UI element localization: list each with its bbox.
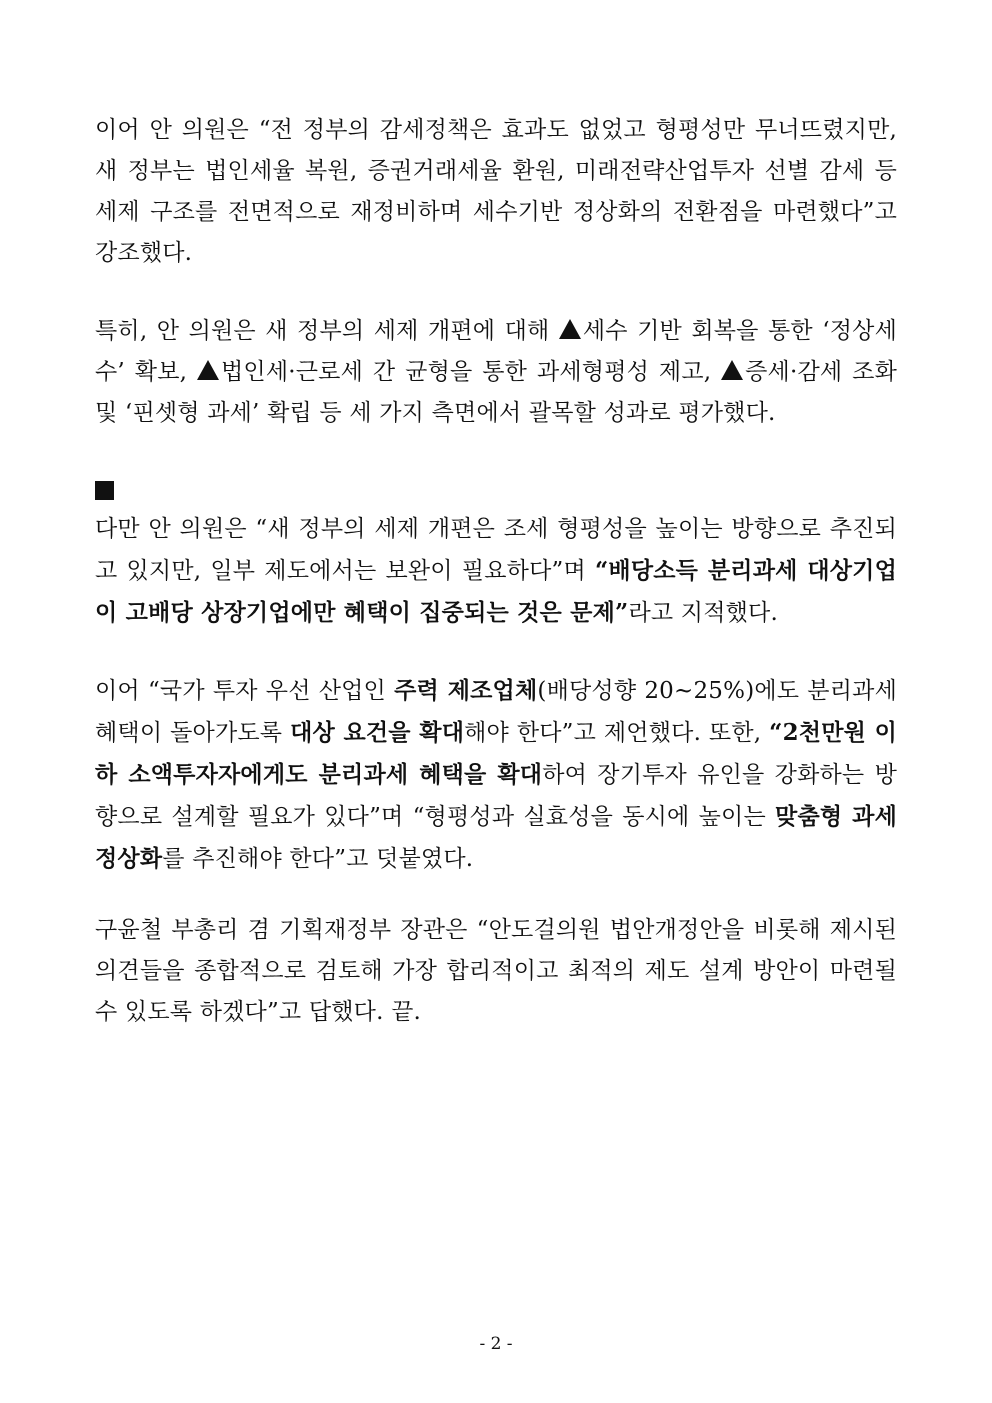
triangle-bullet-icon — [197, 360, 219, 380]
page-number: - 2 - — [479, 1334, 513, 1354]
paragraph-minister-response — [95, 910, 897, 1033]
paragraph-proposals — [95, 670, 897, 880]
triangle-bullet-icon — [559, 319, 581, 339]
paragraph-text-part: 라고 지적했다. — [628, 600, 778, 626]
paragraph-text-part: 하여 장기투자 유인을 강화하는 방향으로 설계할 필요가 있다”며 “형평성과 실효성을 동시에 높이는 — [95, 762, 897, 830]
paragraph-text: 이어 안 의원은 “전 정부의 감세정책은 효과도 없었고 형평성만 무너뜨렸지만, 새 정부는 법인세율 복원, 증권거래세율 환원, 미래전략산업투자 선별 감세 등 세제 구조를 전면적으로 재정비하며 세수기반 정상화의 전환점을 마련했다”고 강조했다. — [95, 117, 897, 266]
emphasized-text: 대상 요건을 확대 — [290, 719, 465, 746]
evaluation-item-1: 세수 기반 회복을 통한 ‘정상세수’ 확보, — [95, 318, 897, 385]
paragraph-text: 구윤철 부총리 겸 기획재정부 장관은 “안도걸의원 법안개정안을 비롯해 제시된 의견들을 종합적으로 검토해 가장 합리적이고 최적의 제도 설계 방안이 마련될 수 있도록 하겠다”고 답했다. 끝. — [95, 917, 897, 1025]
paragraph-dividend-issue — [95, 509, 897, 634]
paragraph-text-part: 다만 안 의원은 “새 정부의 세제 개편은 조세 형평성을 높이는 방향으로 추진되고 있지만, 일부 제도에서는 보완이 필요하다”며 — [95, 516, 897, 584]
paragraph-text-part: 이어 “국가 투자 우선 산업인 — [95, 678, 395, 704]
paragraph-tax-policy-reform — [95, 110, 897, 274]
triangle-bullet-icon — [721, 360, 743, 380]
emphasized-text: “2천만원 이하 소액투자자에게도 분리과세 혜택을 확대 — [95, 719, 898, 788]
square-marker-icon — [95, 481, 114, 500]
paragraph-text-part: (배당성향 20~25%)에도 분리과세 혜택이 돌아가도록 — [95, 678, 897, 746]
paragraph-intro: 특히, 안 의원은 새 정부의 세제 개편에 대해 — [95, 318, 559, 344]
emphasized-text: 주력 제조업체 — [394, 677, 538, 704]
paragraph-text-part: 를 추진해야 한다”고 덧붙였다. — [162, 846, 474, 872]
section-heading — [95, 474, 128, 508]
emphasized-text: 맞춤형 과세 정상화 — [95, 803, 897, 872]
emphasized-quote: “배당소득 분리과세 대상기업이 고배당 상장기업에만 혜택이 집중되는 것은 문제” — [95, 557, 897, 626]
paragraph-text-part: 해야 한다”고 제언했다. 또한, — [464, 720, 770, 746]
evaluation-item-3: 증세·감세 조화 및 ‘핀셋형 과세’ 확립 등 세 가지 측면에서 괄목할 성과로 평가했다. — [95, 359, 898, 426]
paragraph-evaluation-points — [95, 311, 897, 434]
evaluation-item-2: 법인세·근로세 간 균형을 통한 과세형평성 제고, — [221, 359, 722, 385]
